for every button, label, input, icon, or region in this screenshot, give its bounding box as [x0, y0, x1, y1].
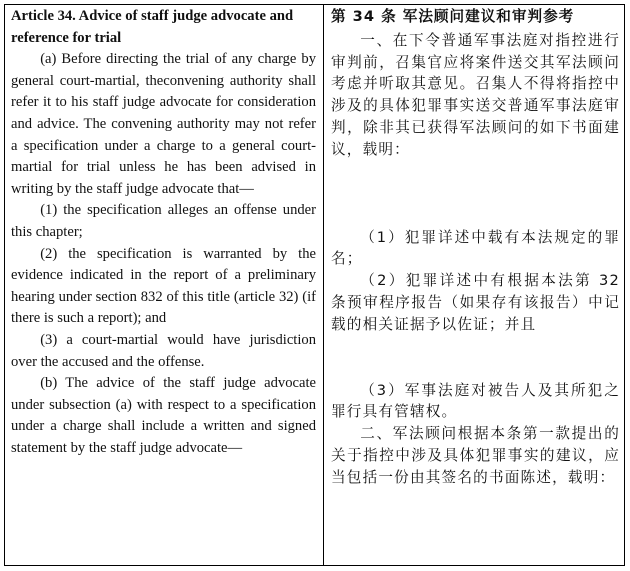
- bilingual-table: [4, 4, 625, 566]
- english-column: [11, 5, 316, 565]
- chinese-item-2: （2）犯罪详述中有根据本法第 32 条预审程序报告（如果存有该报告）中记载的相关证据予以佐证；并且: [331, 272, 620, 333]
- english-paragraph-a: (a) Before directing the trial of any charge by general court-martial, theconvening authority shall refer it to his staff judge advocate for consideration and advice. The convening authority may not refer a specification under a charge to a general court-martial for trial unless he has been advised in writing by the staff judge advocate that—: [11, 51, 316, 197]
- english-paragraph-b: (b) The advice of the staff judge advocate under subsection (a) with respect to a specification under a charge shall include a written and signed statement by the staff judge advocate—: [11, 375, 316, 456]
- english-item-2: (2) the specification is warranted by the evidence indicated in the report of a preliminary hearing under section 832 of this title (article 32) (if there is such a report); and: [11, 245, 316, 327]
- chinese-item-3: （3）军事法庭对被告人及其所犯之罪行具有管辖权。: [331, 381, 620, 421]
- english-article-title: Article 34. Advice of staff judge advocate and reference for trial: [11, 8, 294, 46]
- english-item-1: (1) the specification alleges an offense under this chapter;: [11, 202, 316, 240]
- chinese-column: [331, 5, 620, 565]
- column-divider: [323, 5, 324, 565]
- chinese-item-1: （1）犯罪详述中载有本法规定的罪名；: [331, 228, 620, 268]
- english-item-3: (3) a court-martial would have jurisdiction over the accused and the offense.: [11, 331, 316, 370]
- chinese-paragraph-2: 二、军法顾问根据本条第一款提出的关于指控中涉及具体犯罪事实的建议，应当包括一份由其签名的书面陈述，载明：: [331, 425, 620, 486]
- chinese-paragraph-1: 一、在下令普通军事法庭对指控进行审判前，召集官应将案件送交其军法顾问考虑并听取其意见。召集人不得将指控中涉及的具体犯罪事实送交普通军事法庭审判，除非其已获得军法顾问的如下书面建议，载明：: [331, 31, 620, 158]
- chinese-article-title: 第 34 条 军法顾问建议和审判参考: [331, 8, 575, 25]
